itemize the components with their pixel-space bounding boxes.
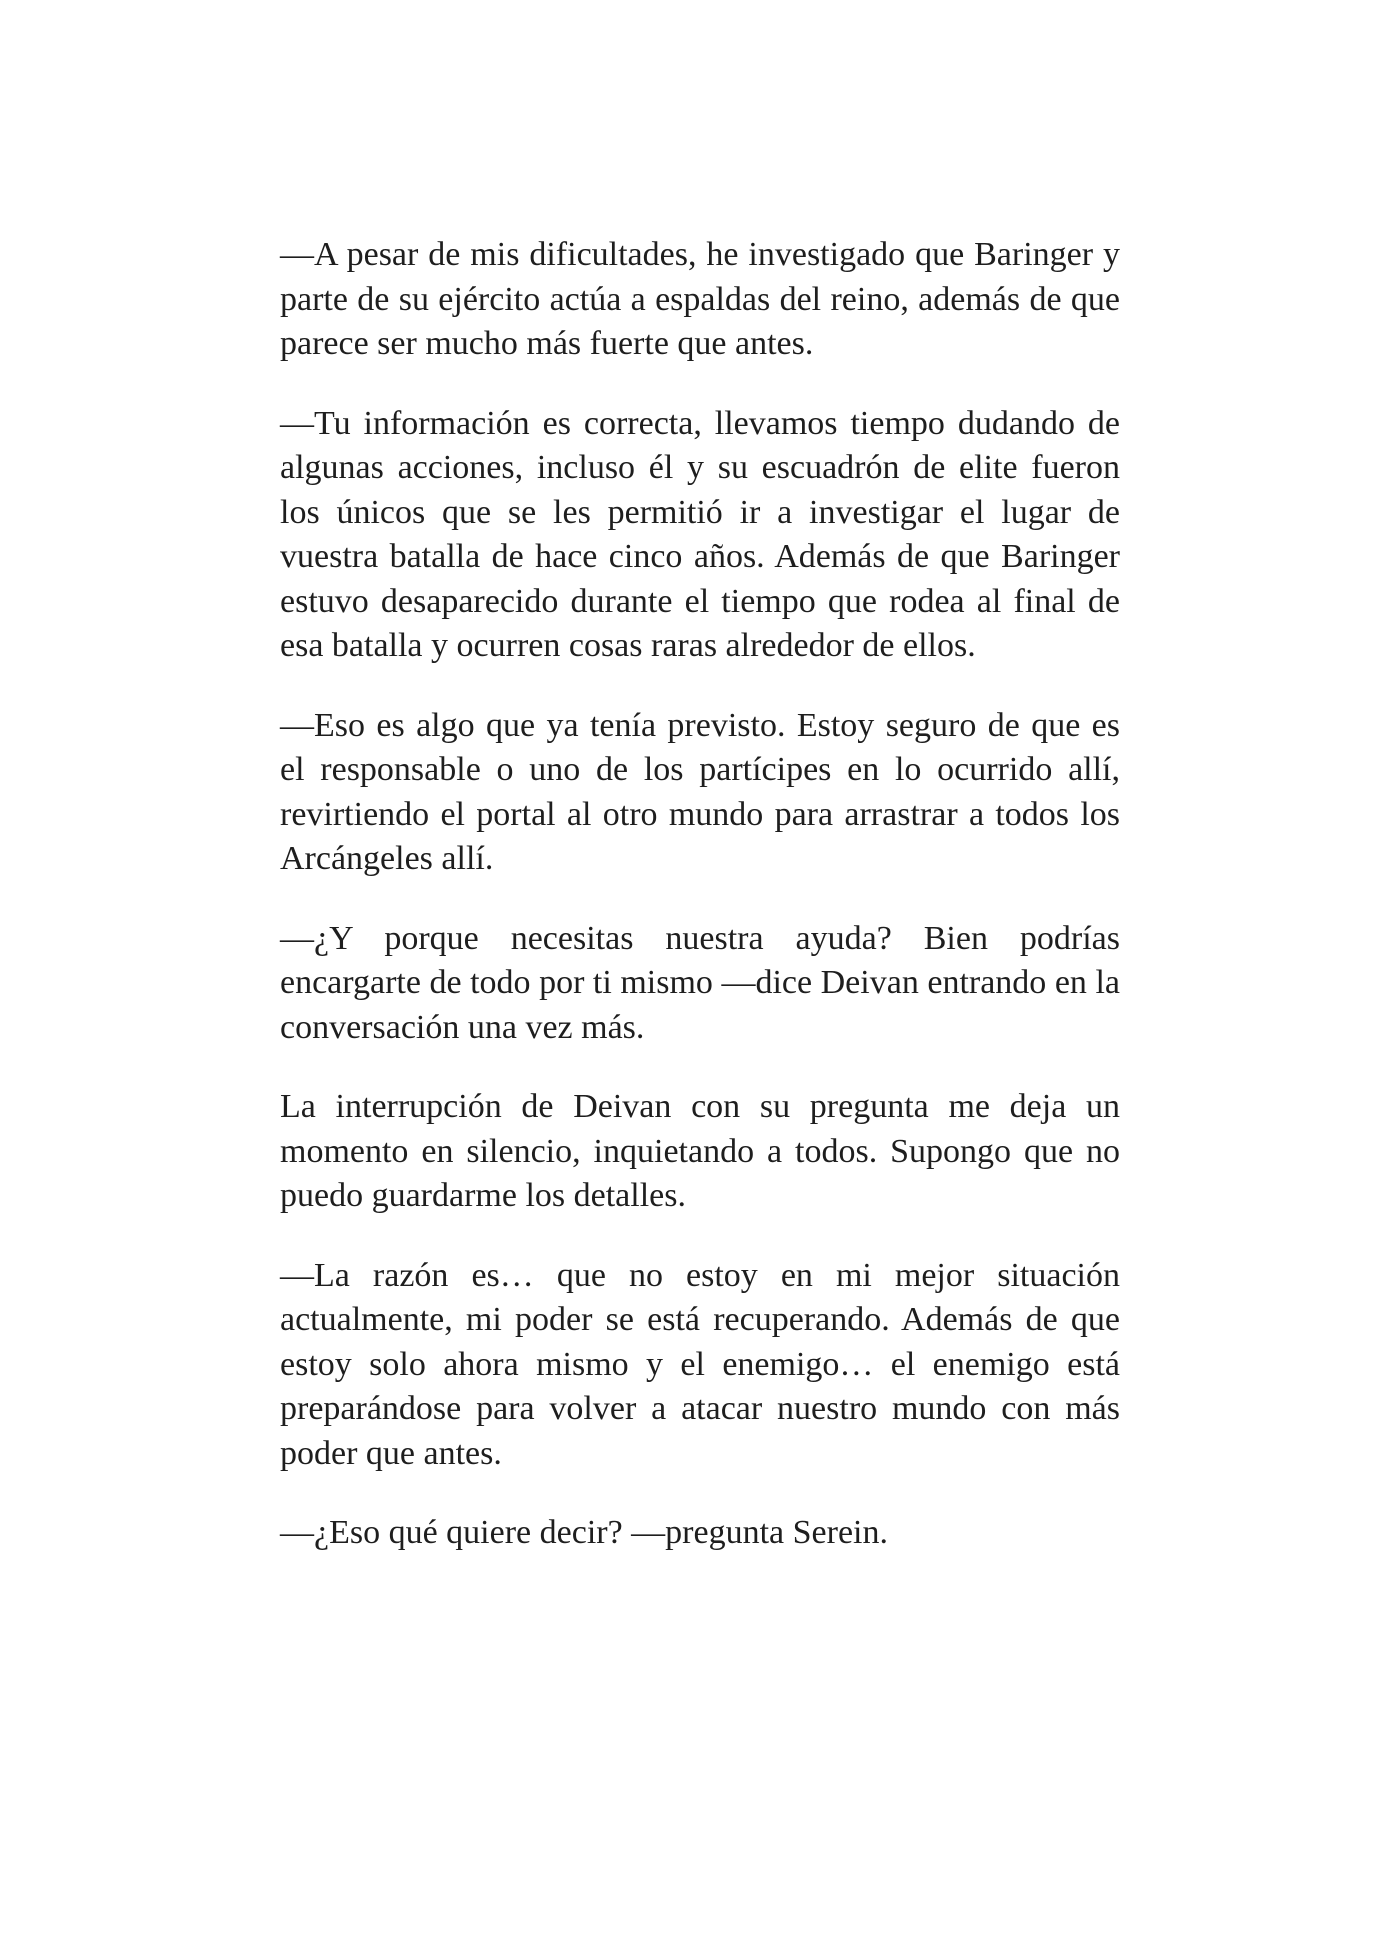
- paragraph-4: —¿Y porque necesitas nuestra ayuda? Bien podrías encargarte de todo por ti mismo —dice Deivan entrando en la conversación una vez más.: [280, 919, 1120, 1046]
- paragraph-2: —Tu información es correcta, llevamos tiempo dudando de algunas acciones, incluso él y su escuadrón de elite fueron los únicos que se les permitió ir a investigar el lugar de vuestra batalla de hace cinco años. Además de que Baringer estuvo desaparecido durante el tiempo que rodea al final de esa batalla y ocurren cosas raras alrededor de ellos.: [280, 404, 1120, 664]
- paragraph-7: —¿Eso qué quiere decir? —pregunta Serein.: [280, 1514, 888, 1551]
- paragraph-5: La interrupción de Deivan con su pregunta me deja un momento en silencio, inquietando a todos. Supongo que no puedo guardarme los detalles.: [280, 1088, 1120, 1214]
- paragraph-1: —A pesar de mis dificultades, he investigado que Baringer y parte de su ejército actúa a espaldas del reino, además de que parece ser mucho más fuerte que antes.: [280, 236, 1120, 362]
- paragraph-3: —Eso es algo que ya tenía previsto. Estoy seguro de que es el responsable o uno de los partícipes en lo ocurrido allí, revirtiendo el portal al otro mundo para arrastrar a todos los Arcángeles allí.: [280, 706, 1120, 877]
- paragraph-6: —La razón es… que no estoy en mi mejor situación actualmente, mi poder se está recuperando. Además de que estoy solo ahora mismo y el enemigo… el enemigo está preparándose para volver a atacar nuestro mundo con más poder que antes.: [280, 1256, 1120, 1472]
- book-page-body: [280, 233, 1120, 1556]
